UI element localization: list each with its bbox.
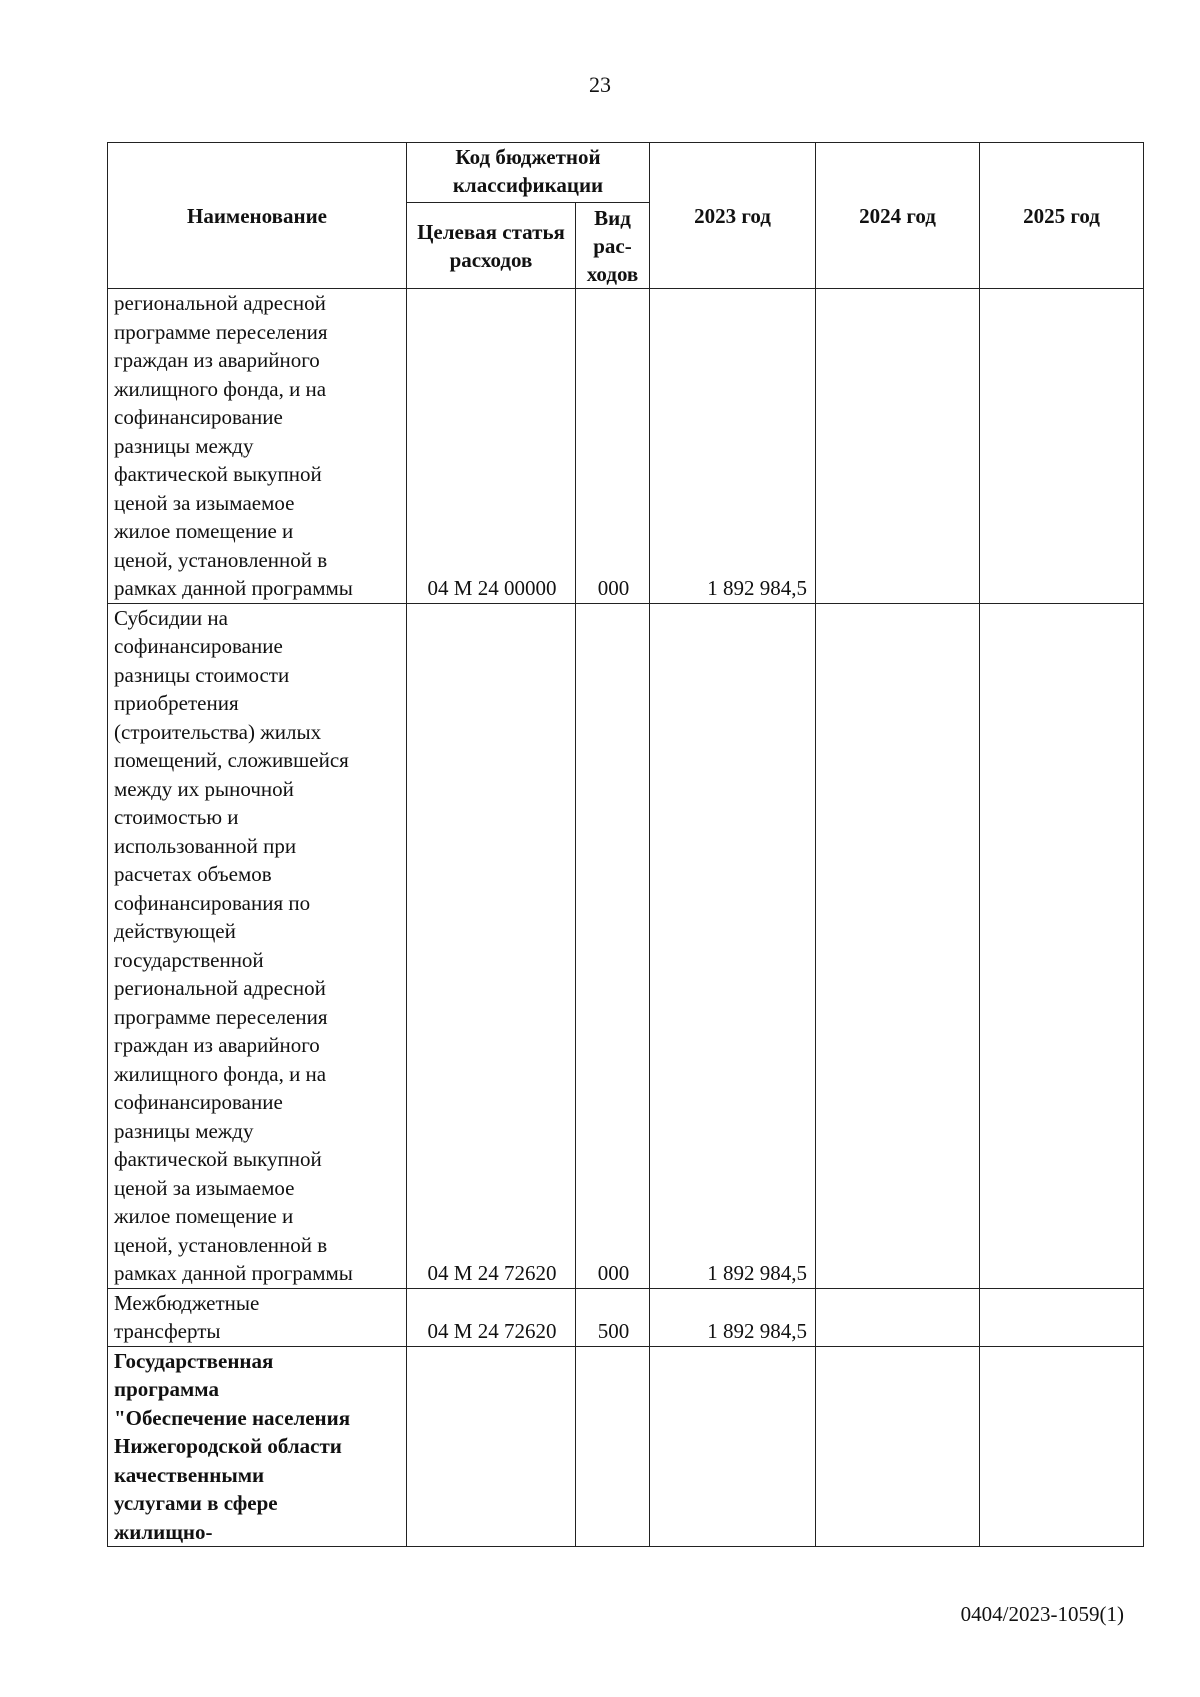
row-name-line: помещений, сложившейся xyxy=(114,748,349,772)
row-name-line: ценой, установленной в xyxy=(114,547,328,572)
row-name-line: региональной адресной xyxy=(114,291,326,315)
row-name-line: софинансирование xyxy=(114,634,283,658)
header-year-2025: 2025 год xyxy=(980,143,1144,289)
row-target-article: 04 М 24 72620 xyxy=(407,1288,576,1346)
row-name-line: разницы стоимости xyxy=(114,662,290,687)
row-name xyxy=(108,603,407,1288)
row-amount-2025 xyxy=(980,1288,1144,1346)
row-name-line: фактической выкупной xyxy=(114,462,322,486)
row-name-line: жилищного фонда, и на xyxy=(114,1061,327,1086)
row-name-line: трансферты xyxy=(114,1319,221,1343)
row-target-article: 04 М 24 72620 xyxy=(407,603,576,1288)
row-amount-2024 xyxy=(816,289,980,604)
row-amount-2023 xyxy=(650,1346,816,1547)
row-expense-type: 000 xyxy=(576,289,650,604)
row-name-line: программе переселения xyxy=(114,1004,328,1029)
row-name-line: разницы между xyxy=(114,433,254,458)
row-name-line: услугами в сфере xyxy=(114,1491,278,1515)
row-name-line: приобретения xyxy=(114,691,239,715)
row-amount-2023: 1 892 984,5 xyxy=(650,1288,816,1346)
row-name-line: жилое помещение и xyxy=(114,1204,294,1228)
row-name-line: софинансирование xyxy=(114,405,283,429)
row-name-line: разницы между xyxy=(114,1118,254,1143)
row-name-line: качественными xyxy=(114,1462,265,1487)
row-name-line: ценой, установленной в xyxy=(114,1232,328,1257)
row-name-line: стоимостью и xyxy=(114,805,239,829)
header-expense-type: Вид рас-ходов xyxy=(576,203,650,289)
row-name-line: ценой за изымаемое xyxy=(114,490,295,515)
row-name-line: софинансирование xyxy=(114,1090,283,1114)
row-name-line: расчетах объемов xyxy=(114,862,272,886)
row-name-line: действующей xyxy=(114,919,236,943)
row-amount-2023: 1 892 984,5 xyxy=(650,289,816,604)
row-name-line: использованной при xyxy=(114,833,297,858)
row-name-line: (строительства) жилых xyxy=(114,719,322,744)
table-row xyxy=(108,603,1144,1288)
row-amount-2024 xyxy=(816,603,980,1288)
table-row xyxy=(108,289,1144,604)
budget-table xyxy=(107,142,1144,1547)
row-amount-2025 xyxy=(980,603,1144,1288)
row-name-line: Нижегородской области xyxy=(114,1434,342,1458)
row-name-line: Межбюджетные xyxy=(114,1290,260,1315)
row-name-line: Государственная xyxy=(114,1348,274,1373)
row-amount-2024 xyxy=(816,1346,980,1547)
row-expense-type xyxy=(576,1346,650,1547)
row-name-line: "Обеспечение населения xyxy=(114,1405,351,1430)
row-target-article: 04 М 24 00000 xyxy=(407,289,576,604)
row-name xyxy=(108,289,407,604)
row-name-line: фактической выкупной xyxy=(114,1147,322,1171)
row-name-line: Субсидии на xyxy=(114,605,228,630)
row-name-line: софинансирования по xyxy=(114,890,311,915)
row-name-line: жилое помещение и xyxy=(114,519,294,543)
row-amount-2025 xyxy=(980,1346,1144,1547)
header-year-2023: 2023 год xyxy=(650,143,816,289)
row-name-line: ценой за изымаемое xyxy=(114,1175,295,1200)
row-name-line: между их рыночной xyxy=(114,776,294,801)
row-name xyxy=(108,1346,407,1547)
row-name-line: государственной xyxy=(114,947,264,972)
page-number: 23 xyxy=(589,72,611,97)
row-name-line: программе переселения xyxy=(114,319,328,344)
header-year-2024: 2024 год xyxy=(816,143,980,289)
row-name-line: граждан из аварийного xyxy=(114,348,320,372)
header-target-article: Целевая статья расходов xyxy=(407,203,576,289)
row-name xyxy=(108,1288,407,1346)
document-code: 0404/2023-1059(1) xyxy=(960,1602,1124,1626)
row-name-line: региональной адресной xyxy=(114,976,326,1000)
table-body xyxy=(108,289,1144,1547)
header-name: Наименование xyxy=(108,143,407,289)
header-budget-code-group: Код бюджетной классификации xyxy=(407,143,650,203)
row-name-line: рамках данной программы xyxy=(114,1261,353,1285)
row-target-article xyxy=(407,1346,576,1547)
row-name-line: рамках данной программы xyxy=(114,576,353,600)
row-amount-2024 xyxy=(816,1288,980,1346)
row-name-line: программа xyxy=(114,1377,219,1401)
row-name-line: граждан из аварийного xyxy=(114,1033,320,1057)
row-amount-2023: 1 892 984,5 xyxy=(650,603,816,1288)
row-expense-type: 000 xyxy=(576,603,650,1288)
row-amount-2025 xyxy=(980,289,1144,604)
table-row xyxy=(108,1288,1144,1346)
table-row xyxy=(108,1346,1144,1547)
row-name-line: жилищно- xyxy=(114,1519,213,1544)
row-name-line: жилищного фонда, и на xyxy=(114,376,327,401)
row-expense-type: 500 xyxy=(576,1288,650,1346)
